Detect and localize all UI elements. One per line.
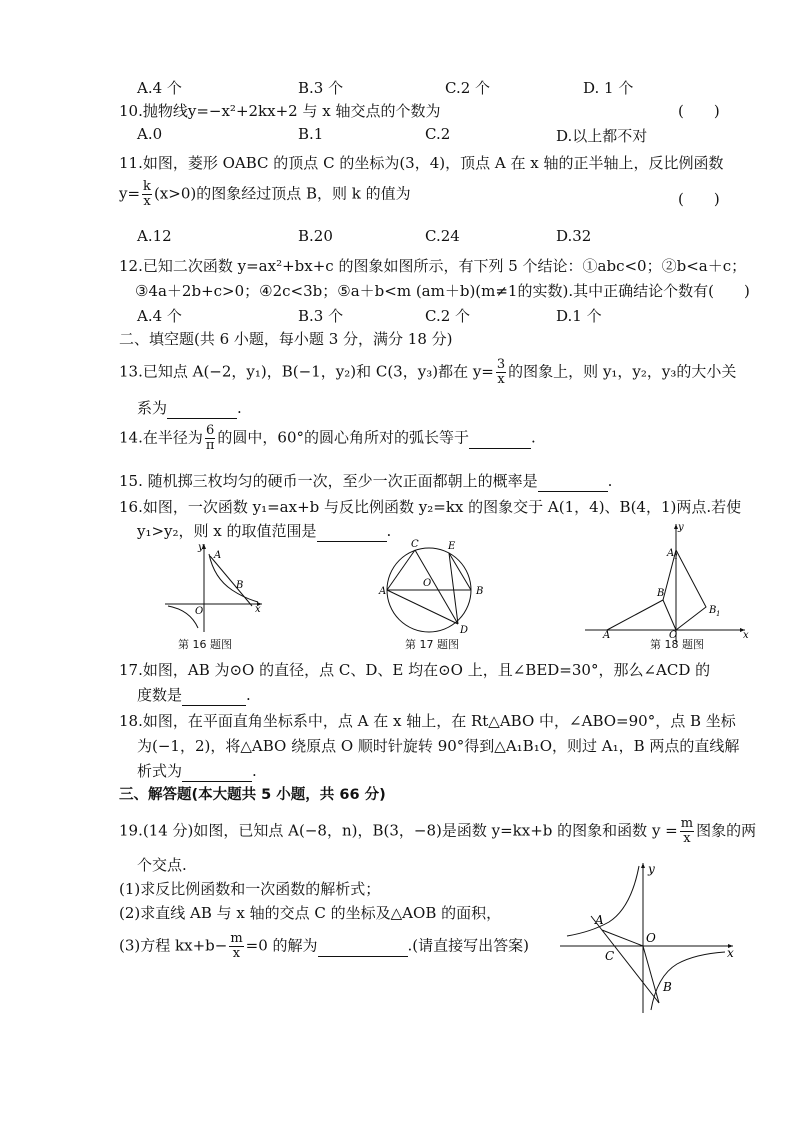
q13-line2: 系为 . xyxy=(137,399,242,417)
svg-text:O: O xyxy=(646,931,656,945)
svg-text:y: y xyxy=(678,522,684,533)
figure-18-graph xyxy=(585,518,755,643)
q10-option-c: C.2 xyxy=(425,125,451,143)
q10-option-a: A.0 xyxy=(137,125,163,143)
svg-text:A: A xyxy=(603,630,611,641)
q11-option-a: A.12 xyxy=(137,227,172,245)
svg-text:1: 1 xyxy=(716,610,721,618)
svg-text:C: C xyxy=(605,949,615,963)
svg-text:x: x xyxy=(255,604,261,615)
svg-text:B: B xyxy=(663,980,672,994)
svg-text:A: A xyxy=(667,548,675,559)
q9-option-c: C.2 个 xyxy=(445,79,491,97)
q13-line1: 13.已知点 A(−2，y₁)，B(−1，y₂)和 C(3，y₃)都在 y= $\frac{3}{x}$ 的图象上，则 y₁，y₂，y₃的大小关 xyxy=(119,357,737,387)
svg-text:C: C xyxy=(411,539,419,550)
q12-option-d: D.1 个 xyxy=(556,307,602,325)
q11-line1: 11.如图，菱形 OABC 的顶点 C 的坐标为(3，4)，顶点 A 在 x 轴的正半轴上，反比例函数 xyxy=(119,154,724,172)
svg-text:1: 1 xyxy=(674,553,679,561)
q9-option-a: A.4 个 xyxy=(137,79,182,97)
q15-line: 15. 随机掷三枚均匀的硬币一次，至少一次正面都朝上的概率是 . xyxy=(119,472,613,490)
q19-line2: 个交点. xyxy=(137,856,187,874)
q18-line1: 18.如图，在平面直角坐标系中，点 A 在 x 轴上，在 Rt△ABO 中，∠ABO=90°，点 B 坐标 xyxy=(119,712,736,730)
q19-sub3: (3)方程 kx+b− $\frac{m}{x}$ =0 的解为 .(请直接写出答案) xyxy=(119,931,530,961)
q11-option-d: D.32 xyxy=(556,227,592,245)
svg-text:O: O xyxy=(195,606,204,617)
q10-option-d: D.以上都不对 xyxy=(556,127,648,145)
svg-text:E: E xyxy=(448,541,456,552)
section2-heading: 二、填空题(共 6 小题，每小题 3 分，满分 18 分) xyxy=(119,330,453,348)
q12-line2: ③4a＋2b+c>0；④2c<3b；⑤a＋b<m (am＋b)(m≠1的实数).其中正确结论个数有( ) xyxy=(135,282,750,300)
q16-line2: y₁>y₂，则 x 的取值范围是 . xyxy=(137,522,392,540)
svg-text:A: A xyxy=(214,550,222,561)
figure-17-circle xyxy=(378,538,493,638)
section3-heading: 三、解答题(本大题共 5 小题，共 66 分) xyxy=(119,787,386,803)
svg-text:B: B xyxy=(657,588,665,599)
q17-line2: 度数是 . xyxy=(137,686,251,704)
svg-text:O: O xyxy=(423,578,432,589)
figure-17-caption: 第 17 题图 xyxy=(405,638,459,651)
q19-line1: 19.(14 分)如图，已知点 A(−8，n)，B(3，−8)是函数 y=kx+b 的图象和函数 y = $\frac{m}{x}$ 图象的两 xyxy=(119,816,757,846)
q19-sub2: (2)求直线 AB 与 x 轴的交点 C 的坐标及△AOB 的面积， xyxy=(119,904,502,922)
svg-text:y: y xyxy=(648,862,655,876)
q10-paren: ( ) xyxy=(678,102,720,120)
svg-text:D: D xyxy=(460,625,469,636)
figure-18-caption: 第 18 题图 xyxy=(650,638,704,651)
svg-text:B: B xyxy=(709,605,717,616)
q12-option-b: B.3 个 xyxy=(298,307,344,325)
q11-option-c: C.24 xyxy=(425,227,460,245)
q16-line1: 16.如图，一次函数 y₁=ax+b 与反比例函数 y₂=kx 的图象交于 A(1，4)、B(4，1)两点.若使 xyxy=(119,498,742,516)
q11-line2: y= $\frac{k}{x}$ (x>0)的图象经过顶点 B，则 k 的值为 xyxy=(119,179,411,209)
svg-text:y: y xyxy=(198,542,204,553)
svg-text:x: x xyxy=(743,630,749,641)
q17-line1: 17.如图，AB 为⊙O 的直径，点 C、D、E 均在⊙O 上，且∠BED=30°，那么∠ACD 的 xyxy=(119,661,711,679)
q11-paren: ( ) xyxy=(678,190,720,208)
svg-text:O: O xyxy=(669,630,678,641)
svg-text:A: A xyxy=(595,913,604,927)
q12-option-c: C.2 个 xyxy=(425,307,471,325)
figure-16-graph xyxy=(160,540,270,635)
q18-line3: 析式为 . xyxy=(137,762,257,780)
q9-option-b: B.3 个 xyxy=(298,79,344,97)
svg-text:A: A xyxy=(379,586,387,597)
q12-option-a: A.4 个 xyxy=(137,307,182,325)
q12-line1: 12.已知二次函数 y=ax²+bx+c 的图象如图所示，有下列 5 个结论：①abc<0；②b<a＋c； xyxy=(119,257,747,275)
q10-text: 10.抛物线y=−x²+2kx+2 与 x 轴交点的个数为 xyxy=(119,102,441,120)
q14-line: 14.在半径为 $\frac{6}{\pi}$ 的圆中，60°的圆心角所对的弧长等于 . xyxy=(119,423,536,453)
q9-option-d: D. 1 个 xyxy=(583,79,634,97)
q18-line2: 为(−1，2)，将△ABO 绕原点 O 顺时针旋转 90°得到△A₁B₁O，则过 A₁，B 两点的直线解 xyxy=(137,737,740,755)
svg-text:x: x xyxy=(727,946,734,960)
q10-option-b: B.1 xyxy=(298,125,324,143)
q11-option-b: B.20 xyxy=(298,227,333,245)
figure-19-graph xyxy=(555,858,740,1018)
svg-text:B: B xyxy=(236,580,244,591)
svg-text:B: B xyxy=(476,586,484,597)
figure-16-caption: 第 16 题图 xyxy=(178,638,232,651)
q19-sub1: (1)求反比例函数和一次函数的解析式； xyxy=(119,880,381,898)
